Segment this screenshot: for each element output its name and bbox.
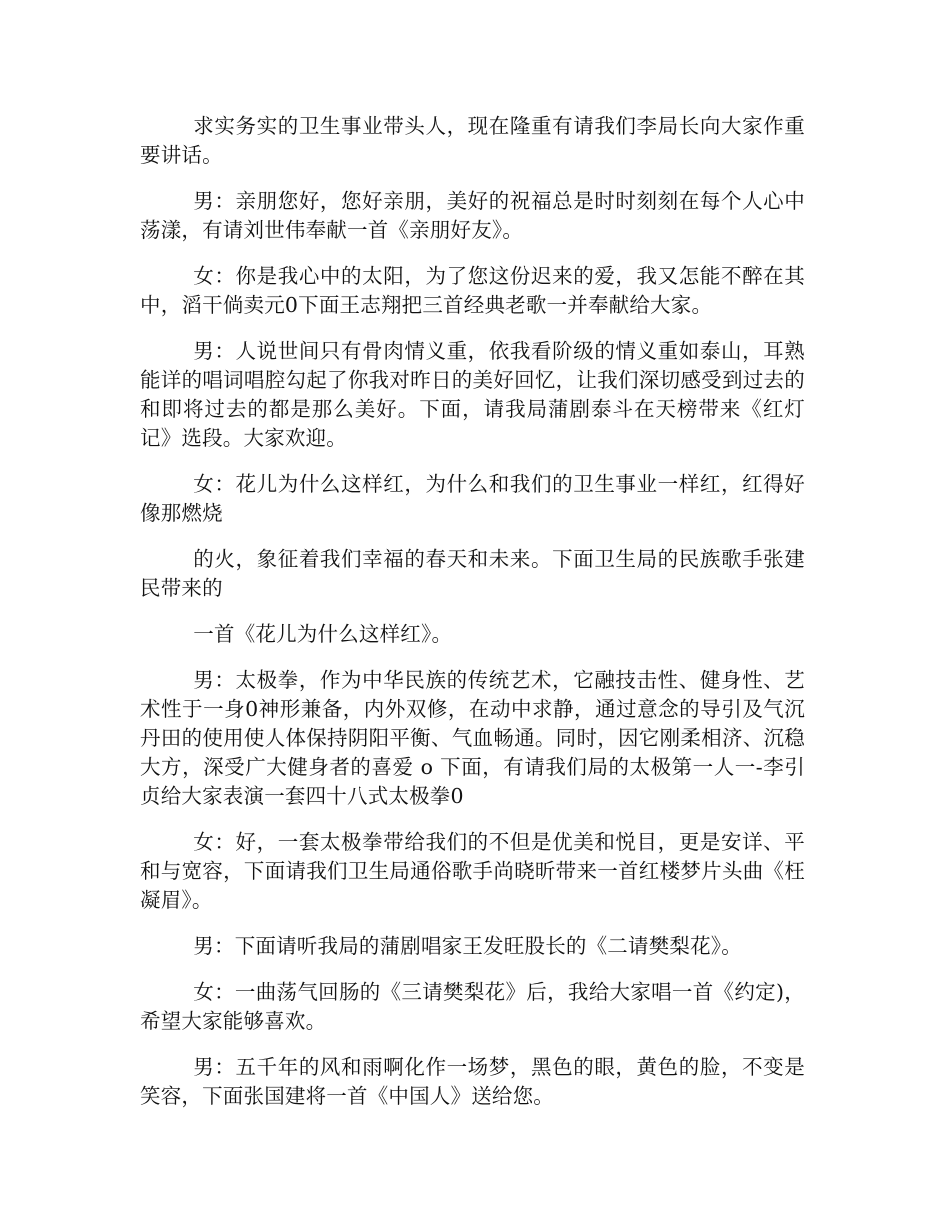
paragraph-female-4: 女：一曲荡气回肠的《三请樊梨花》后，我给大家唱一首《约定)，希望大家能够喜欢。 <box>140 980 805 1033</box>
paragraph-intro: 求实务实的卫生事业带头人，现在隆重有请我们李局长向大家作重要讲话。 <box>140 114 805 167</box>
paragraph-male-4: 男：下面请听我局的蒲剧唱家王发旺股长的《二请樊梨花》。 <box>193 934 742 958</box>
paragraph-male-2: 男：人说世间只有骨肉情义重，依我看阶级的情义重如泰山，耳熟能详的唱词唱腔勾起了你我对昨日的美好回忆，让我们深切感受到过去的和即将过去的都是那么美好。下面，请我局蒲剧泰斗在天榜带来《红灯记》选段。大家欢迎。 <box>140 339 805 450</box>
paragraph-female-2-cont: 的火，象征着我们幸福的春天和未来。下面卫生局的民族歌手张建民带来的 <box>140 547 805 600</box>
paragraph-female-3: 女：好，一套太极拳带给我们的不但是优美和悦目，更是安详、平和与宽容，下面请我们卫生局通俗歌手尚晓昕带来一首红楼梦片头曲《枉凝眉》。 <box>140 830 805 912</box>
paragraph-female-2-end: 一首《花儿为什么这样红》。 <box>193 622 453 646</box>
paragraph-male-3: 男：太极拳，作为中华民族的传统艺术，它融技击性、健身性、艺术性于一身0神形兼备，内外双修，在动中求静，通过意念的导引及气沉丹田的使用使人体保持阴阳平衡、气血畅通。同时，因它刚柔相济、沉稳大方，深受广大健身者的喜爱 o 下面，有请我们局的太极第一人一-李引贞给大家表演一套四十八式太极拳0 <box>140 668 805 808</box>
document-body <box>140 112 805 1128</box>
paragraph-female-2: 女：花儿为什么这样红，为什么和我们的卫生事业一样红，红得好像那燃烧 <box>140 472 805 525</box>
paragraph-female-1: 女：你是我心中的太阳，为了您这份迟来的爱，我又怎能不醉在其中，滔干倘卖元0下面王志翔把三首经典老歌一并奉献给大家。 <box>140 264 805 317</box>
paragraph-male-5: 男：五千年的风和雨啊化作一场梦，黑色的眼，黄色的脸，不变是笑容，下面张国建将一首《中国人》送给您。 <box>140 1055 805 1108</box>
paragraph-male-1: 男：亲朋您好，您好亲朋，美好的祝福总是时时刻刻在每个人心中荡漾，有请刘世伟奉献一首《亲朋好友》。 <box>140 189 805 242</box>
